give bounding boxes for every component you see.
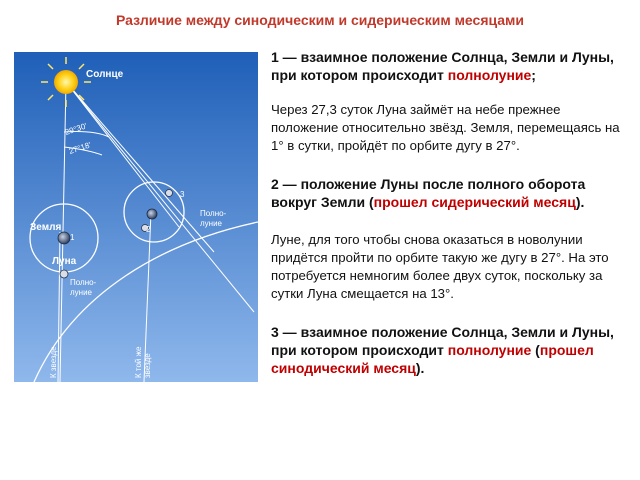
moon-icon-1 — [60, 270, 68, 278]
p3-text: 2 — положение Луны после полного оборота вокруг Земли ( — [271, 176, 586, 210]
angle-label-2: 27°18' — [67, 140, 93, 156]
spacer — [271, 155, 631, 175]
moon-phase-diagram — [14, 52, 258, 382]
full-moon-label-right-1: Полно- — [200, 209, 227, 218]
page-title: Различие между синодическим и сидерическим месяцами — [115, 12, 525, 28]
spacer — [271, 84, 631, 101]
sun-label: Солнце — [86, 69, 124, 80]
full-moon-label-right-2: луние — [200, 219, 223, 228]
position-label-2: 2 — [146, 225, 151, 234]
diagram-svg — [14, 52, 258, 382]
moon-icon-3 — [166, 190, 173, 197]
paragraph-position-3 — [271, 323, 626, 377]
spacer — [271, 211, 631, 231]
text-column — [271, 48, 631, 377]
position-label-3: 3 — [180, 190, 185, 199]
to-star-label-left: К звезде — [49, 346, 58, 378]
angle-label-1: 29°30' — [63, 121, 89, 137]
p5-highlight-1: полнолуние — [447, 342, 532, 358]
p5-open-paren: ( — [531, 342, 540, 358]
earth-icon-1 — [58, 232, 70, 244]
paragraph-sidereal-explanation: Через 27,3 суток Луна займёт на небе прежнее положение относительно звёзд. Земля, перемещаясь на 1° в сутки, пройдёт по орбите дугу в 27°. — [271, 102, 620, 153]
earth-icon-2 — [147, 209, 157, 219]
full-moon-label-left-1: Полно- — [70, 278, 97, 287]
earth-label: Земля — [30, 222, 62, 233]
p5-text: 3 — взаимное положение Солнца, Земли и Луны, при котором происходит — [271, 324, 614, 358]
position-label-1: 1 — [70, 233, 75, 242]
p3-end: ). — [575, 194, 585, 210]
moon-label: Луна — [52, 256, 77, 267]
p1-text: 1 — взаимное положение Солнца, Земли и Луны, при котором происходит — [271, 49, 614, 83]
p1-end: ; — [531, 67, 536, 83]
p1-highlight: полнолуние — [447, 67, 532, 83]
paragraph-position-2 — [271, 175, 621, 211]
paragraph-synodic-explanation: Луне, для того чтобы снова оказаться в новолунии придётся пройти по орбите такую же дугу в 27°. На это потребуется немногим более двух суток, поскольку за сутки Луна смещается на 13°. — [271, 232, 609, 301]
p3-highlight: прошел сидерический месяц — [373, 194, 576, 210]
p5-end: ). — [415, 360, 425, 376]
paragraph-position-1 — [271, 48, 631, 84]
to-star-label-right-2: звезде — [143, 353, 152, 378]
to-star-label-right-1: К той же — [134, 346, 143, 378]
full-moon-label-left-2: луние — [70, 288, 93, 297]
spacer — [271, 303, 631, 323]
p5-highlight-2: прошел синодический месяц — [271, 342, 594, 376]
